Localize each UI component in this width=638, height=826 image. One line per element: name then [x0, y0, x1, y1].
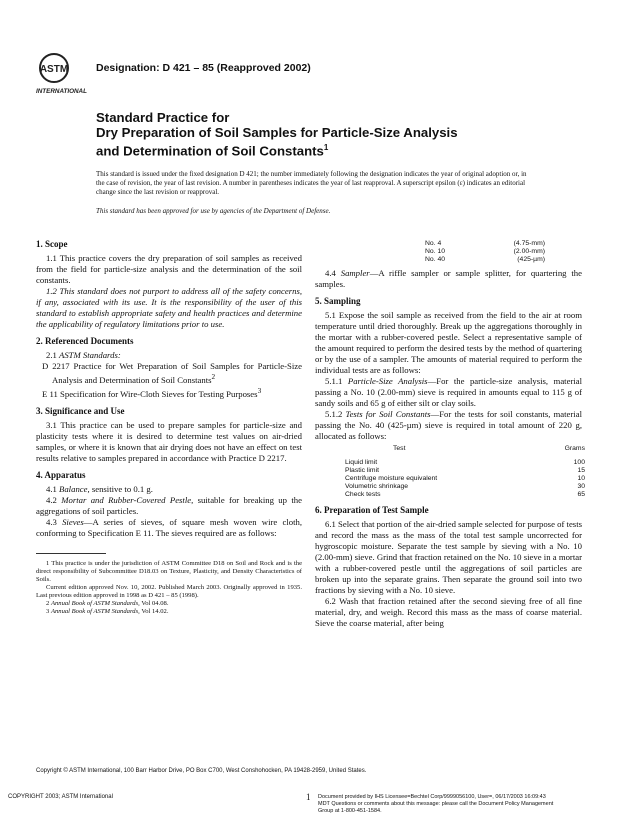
svg-text:ASTM: ASTM	[39, 64, 69, 75]
table-cell-test: Check tests	[345, 491, 381, 498]
section-6-heading: 6. Preparation of Test Sample	[315, 505, 429, 515]
table-row	[345, 475, 585, 483]
title-line-1: Standard Practice for	[96, 110, 230, 125]
reference-d2217	[36, 361, 302, 386]
astm-logo	[34, 52, 90, 96]
para-5-1-2-num: 5.1.2	[325, 409, 346, 419]
para-5-1: 5.1 Expose the soil sample as received from the field to the air at room temperature until dried thoroughly. Break up the aggregations thoroughly in the mortar with a rubber-covered pestle. Select a representative sample of the amount required to perform the desired tests by the method of quartering or by the use of a sampler. The amounts of material required to perform the individual tests are as follows:	[315, 310, 582, 375]
sieve-row	[425, 240, 545, 248]
designation: Designation: D 421 – 85 (Reapproved 2002)	[96, 62, 311, 74]
para-4-4-italic: Sampler	[340, 268, 370, 278]
para-5-1-2-rest: —For the tests for soil constants, material passing the No. 40 (425-µm) sieve is required in total amount of 220 g, allocated as follows:	[315, 409, 582, 441]
footnote-2	[36, 600, 302, 608]
para-2-1	[36, 350, 302, 361]
table-cell-grams: 10	[577, 475, 585, 482]
footnote-2-num: 2	[46, 599, 51, 607]
para-4-1	[36, 484, 302, 495]
reference-d2217-sup: 2	[211, 373, 216, 381]
para-1-2	[36, 286, 302, 330]
footnote-1b: Current edition approved Nov. 10, 2002. Published March 2003. Originally approved in 1935. Last previous edition approved in 1998 as D 421 – 85 (1998).	[36, 583, 302, 599]
right-column	[315, 240, 585, 629]
para-4-1-italic: Balance	[59, 483, 88, 494]
para-5-1-1-italic: Particle-Size Analysis	[347, 376, 428, 386]
para-1-1: 1.1 This practice covers the dry preparation of soil samples as received from the field for particle-size analysis and the determination of the soil constants.	[36, 253, 302, 285]
para-5-1-2	[315, 409, 582, 442]
para-4-4-num: 4.4	[325, 268, 341, 278]
sieve-row	[425, 256, 545, 264]
para-4-3	[36, 517, 302, 539]
para-3-1: 3.1 This practice can be used to prepare samples for particle-size and plasticity tests where it is desired to determine test values on air-dried samples, or where it is known that air drying does not have an effect on test results relative to samples prepared in accordance with Practice D 2217.	[36, 419, 302, 463]
table-row	[345, 467, 585, 475]
table-row	[345, 483, 585, 491]
issuance-note: This standard is issued under the fixed designation D 421; the number immediately following the designation indicates the year of original adoption or, in the case of revision, the year of last revision. A number in parentheses indicates the year of last reapproval. A superscript epsilon (ε) indicates an editorial change since the last revision or reapproval.	[96, 170, 527, 196]
sieve-row	[425, 248, 545, 256]
reference-e11-sup: 3	[257, 386, 262, 395]
title-line-3	[96, 140, 566, 158]
section-1-heading: 1. Scope	[36, 239, 68, 249]
table-cell-grams: 65	[577, 491, 585, 498]
allocation-table	[345, 445, 585, 499]
table-cell-test: Plastic limit	[345, 467, 379, 474]
footnote-3-italic: Annual Book of ASTM Standards	[50, 607, 139, 615]
para-5-1-1-rest: —For the particle-size analysis, material passing a No. 10 (2.00-mm) sieve is required in amounts equal to 115 g of sandy soils and 65 g of either silt or clay soils.	[315, 376, 583, 408]
sieve-size: (4.75-mm)	[513, 240, 545, 247]
svg-text:INTERNATIONAL: INTERNATIONAL	[36, 88, 87, 95]
sieve-no: No. 10	[425, 248, 446, 255]
sieve-list	[425, 240, 545, 264]
para-4-1-rest: , sensitive to 0.1 g.	[87, 483, 153, 494]
para-4-2-rest: , suitable for breaking up the aggregations of soil particles.	[36, 494, 302, 516]
section-3-heading: 3. Significance and Use	[36, 405, 125, 416]
section-4-heading: 4. Apparatus	[36, 469, 86, 480]
footnote-3-num: 3	[46, 607, 51, 615]
document-title	[96, 110, 566, 158]
section-5-heading: 5. Sampling	[315, 296, 361, 306]
table-cell-grams: 30	[577, 483, 585, 490]
footer-left: COPYRIGHT 2003; ASTM International	[8, 794, 113, 800]
para-5-1-1	[315, 376, 582, 409]
para-2-1-num: 2.1	[46, 350, 60, 360]
footnote-3	[36, 608, 302, 616]
para-4-2	[36, 495, 302, 517]
reference-e11-text: E 11 Specification for Wire-Cloth Sieves for Testing Purposes	[42, 388, 258, 399]
sieve-size: (425-µm)	[517, 256, 545, 263]
para-1-2-text: 1.2 This standard does not purport to address all of the safety concerns, if any, associated with its use. It is the responsibility of the user of this standard to establish appropriate safety and health practices and determine the applicability of regulatory limitations prior to use.	[36, 286, 302, 329]
table-header-test: Test	[393, 445, 406, 452]
para-5-1-2-italic: Tests for Soil Constants	[345, 409, 431, 419]
para-4-2-num: 4.2	[46, 494, 62, 505]
para-5-1-1-num: 5.1.1	[325, 376, 348, 386]
para-2-1-italic: ASTM Standards:	[59, 350, 121, 360]
sieve-no: No. 4	[425, 240, 442, 247]
reference-d2217-text: D 2217 Practice for Wet Preparation of Soil Samples for Particle-Size Analysis and Determination of Soil Constants	[42, 361, 302, 385]
copyright-line: Copyright © ASTM International, 100 Barr Harbor Drive, PO Box C700, West Conshohocken, PA 19428-2959, United States.	[36, 768, 367, 774]
para-4-3-rest: —A series of sieves, of square mesh woven wire cloth, conforming to Specification E 11. The sieves required are as follows:	[36, 516, 302, 538]
title-line-3-text: and Determination of Soil Constants	[96, 143, 324, 159]
reference-e11	[36, 386, 302, 400]
footer-right: Document provided by IHS Licensee=Bechtel Corp/9999056100, User=, 06/17/2003 16:09:43 MDT Questions or comments about this message: please call the Document Policy Management Group at 1-800-451-1584.	[318, 794, 554, 814]
table-cell-grams: 15	[577, 467, 585, 474]
footnote-rule	[36, 553, 106, 554]
table-cell-test: Liquid limit	[345, 459, 378, 466]
page-number: 1	[306, 792, 311, 802]
footnote-3-rest: , Vol 14.02.	[138, 607, 169, 615]
title-footnote-ref: 1	[323, 143, 329, 152]
table-header	[345, 445, 585, 453]
table-cell-test: Volumetric shrinkage	[345, 483, 409, 490]
title-line-2: Dry Preparation of Soil Samples for Particle-Size Analysis	[96, 125, 458, 140]
sieve-size: (2.00-mm)	[513, 248, 545, 255]
footnote-2-italic: Annual Book of ASTM Standards	[50, 599, 139, 607]
para-6-2: 6.2 Wash that fraction retained after the second sieving free of all fine material, dry, and weigh. Record this mass as the mass of coarse material. Sieve the coarse material, after being	[315, 596, 582, 628]
table-header-grams: Grams	[564, 445, 585, 452]
footnote-2-rest: , Vol 04.08.	[138, 599, 169, 607]
para-4-3-italic: Sieves	[62, 516, 84, 527]
section-2-heading: 2. Referenced Documents	[36, 336, 134, 346]
table-cell-test: Centrifuge moisture equivalent	[345, 475, 438, 482]
para-4-3-num: 4.3	[46, 516, 63, 527]
para-4-4	[315, 268, 582, 290]
sieve-no: No. 40	[425, 256, 446, 263]
table-row	[345, 459, 585, 467]
defense-note: This standard has been approved for use by agencies of the Department of Defense.	[96, 207, 331, 215]
left-column	[36, 233, 302, 616]
footnote-1: 1 This practice is under the jurisdiction of ASTM Committee D18 on Soil and Rock and is the direct responsibility of Subcommittee D18.03 on Texture, Plasticity, and Density Characteristics of Soils.	[36, 559, 302, 583]
table-cell-grams: 100	[573, 459, 585, 466]
table-row	[345, 491, 585, 499]
para-6-1: 6.1 Select that portion of the air-dried sample selected for purpose of tests and record the mass as the mass of the total test sample uncorrected for hygroscopic moisture. Separate the test sample by sieving with a No. 10 (2.00-mm) sieve. Grind that fraction retained on the No. 10 sieve in a mortar with a rubber-covered pestle until the aggregations of soil particles are broken up into the separate grains. Then separate the ground soil into two fractions by sieving with a No. 10 sieve.	[315, 519, 582, 595]
para-4-4-rest: —A riffle sampler or sample splitter, for quartering the samples.	[315, 268, 582, 289]
para-4-1-num: 4.1	[46, 483, 60, 494]
para-4-2-italic: Mortar and Rubber-Covered Pestle	[61, 494, 192, 505]
